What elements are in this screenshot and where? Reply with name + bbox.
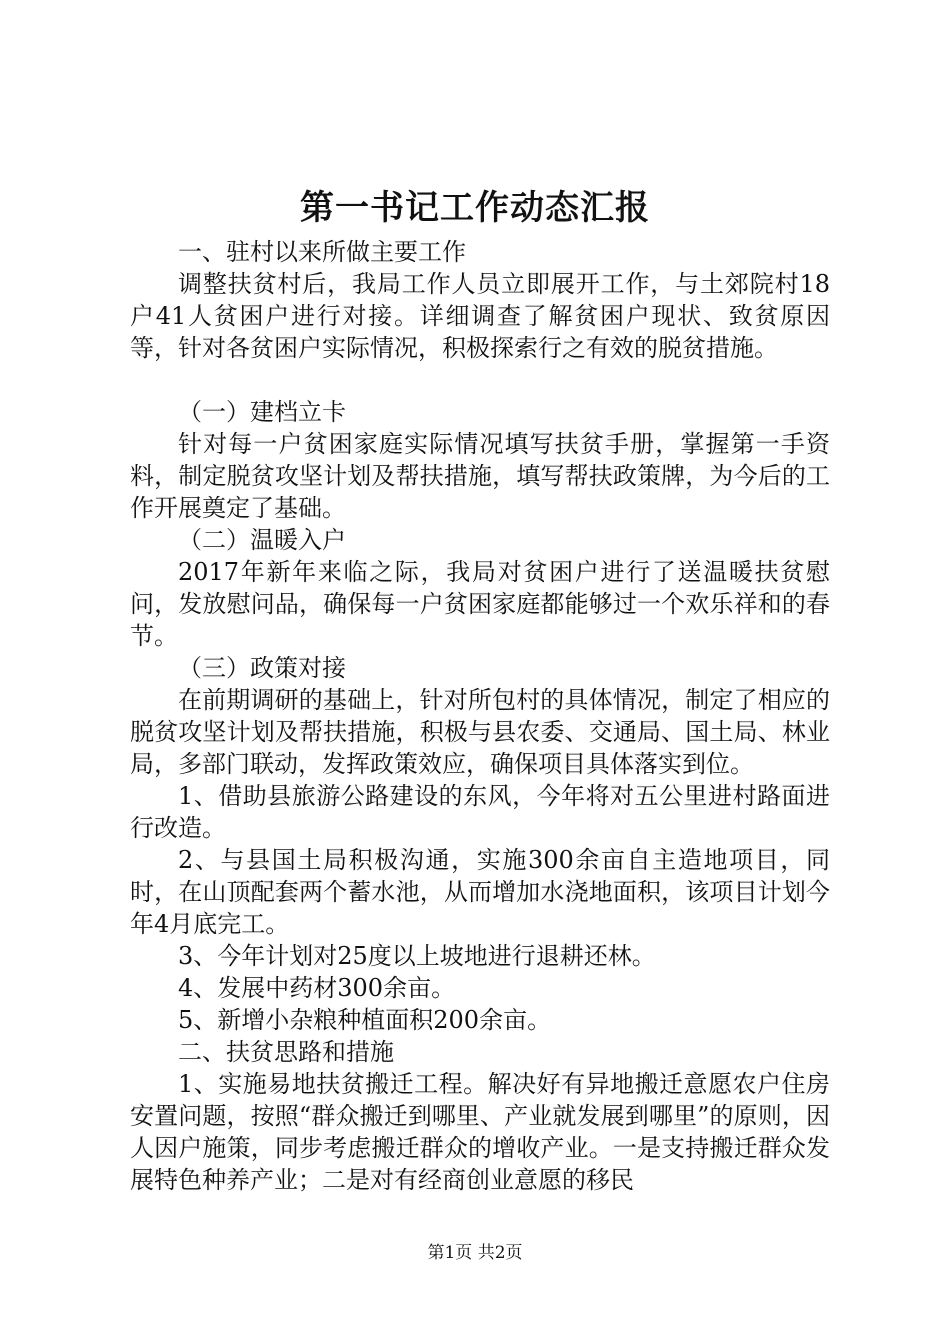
paragraph: 调整扶贫村后，我局工作人员立即展开工作，与土郊院村18户41人贫困户进行对接。详细调查了解贫困户现状、致贫原因等，针对各贫困户实际情况，积极探索行之有效的脱贫措施。 xyxy=(130,270,830,362)
paragraph: 2017年新年来临之际，我局对贫困户进行了送温暖扶贫慰问，发放慰问品，确保每一户贫困家庭都能够过一个欢乐祥和的春节。 xyxy=(130,558,830,650)
paragraph: 针对每一户贫困家庭实际情况填写扶贫手册，掌握第一手资料，制定脱贫攻坚计划及帮扶措施，填写帮扶政策牌，为今后的工作开展奠定了基础。 xyxy=(130,430,830,522)
list-item: 2、与县国土局积极沟通，实施300余亩自主造地项目，同时，在山顶配套两个蓄水池，从而增加水浇地面积，该项目计划今年4月底完工。 xyxy=(130,846,830,938)
paragraph: 在前期调研的基础上，针对所包村的具体情况，制定了相应的脱贫攻坚计划及帮扶措施，积极与县农委、交通局、国土局、林业局，多部门联动，发挥政策效应，确保项目具体落实到位。 xyxy=(130,686,830,778)
subsection-heading-2: （二）温暖入户 xyxy=(178,526,346,554)
section-heading-1: 一、驻村以来所做主要工作 xyxy=(178,238,466,266)
page-footer: 第1页 共2页 xyxy=(427,1243,523,1263)
subsection-heading-3: （三）政策对接 xyxy=(178,654,346,682)
list-item: 1、借助县旅游公路建设的东风，今年将对五公里进村路面进行改造。 xyxy=(130,782,830,842)
list-item: 4、发展中药材300余亩。 xyxy=(178,974,456,1002)
document-title: 第一书记工作动态汇报 xyxy=(300,188,650,228)
section-heading-2: 二、扶贫思路和措施 xyxy=(178,1038,394,1066)
subsection-heading-1: （一）建档立卡 xyxy=(178,398,346,426)
list-item: 5、新增小杂粮种植面积200余亩。 xyxy=(178,1006,552,1034)
document-body xyxy=(130,236,830,1196)
list-item: 3、今年计划对25度以上坡地进行退耕还林。 xyxy=(178,942,656,970)
list-item: 1、实施易地扶贫搬迁工程。解决好有异地搬迁意愿农户住房安置问题，按照“群众搬迁到哪里、产业就发展到哪里”的原则，因人因户施策，同步考虑搬迁群众的增收产业。一是支持搬迁群众发展特色种养产业；二是对有经商创业意愿的移民 xyxy=(130,1070,830,1194)
